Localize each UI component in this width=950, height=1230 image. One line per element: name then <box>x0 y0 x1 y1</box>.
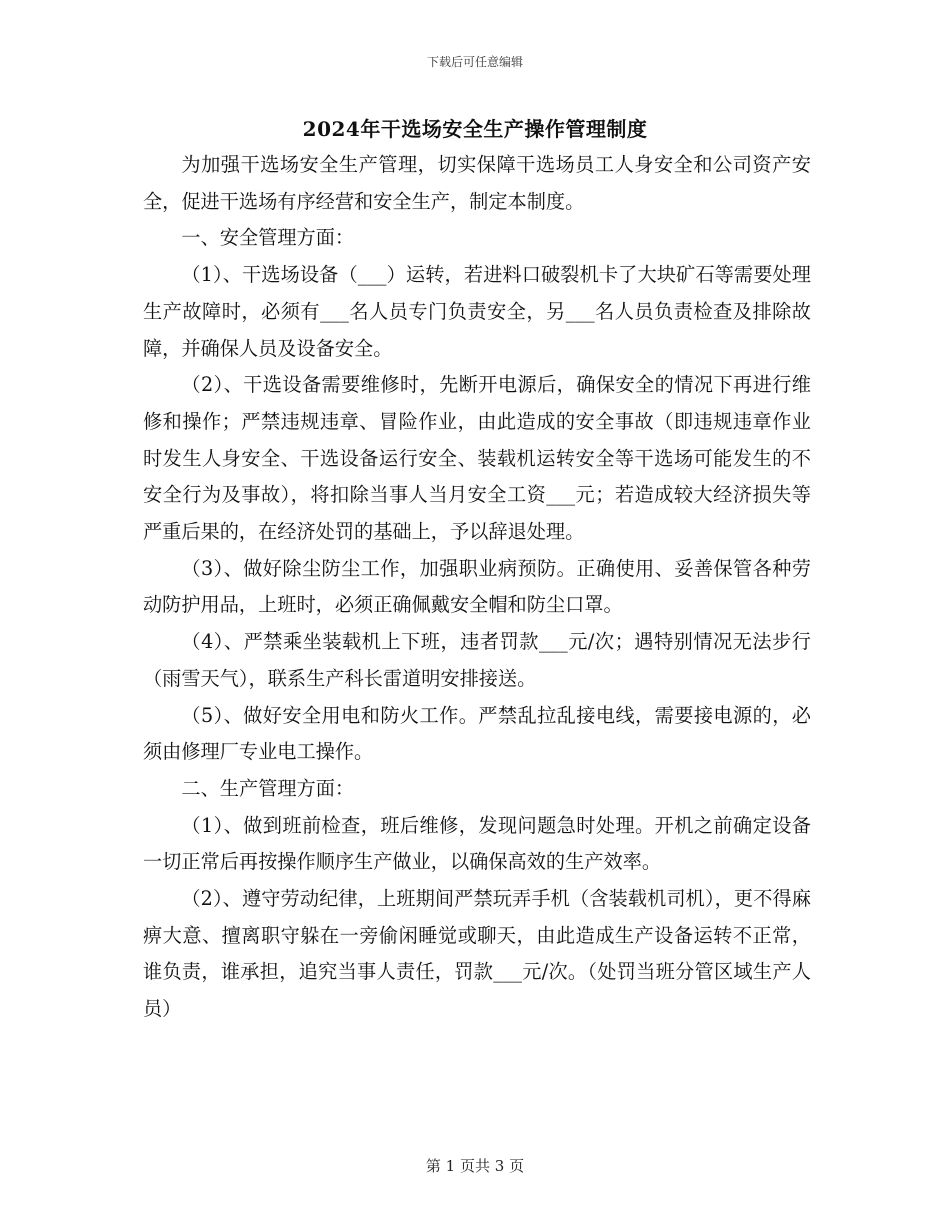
safety-item-5: （5）、做好安全用电和防火工作。严禁乱拉乱接电线，需要接电源的，必须由修理厂专业电工操作。 <box>143 703 811 764</box>
header-note: 下载后可任意编辑 <box>426 55 523 69</box>
production-item-2: （2）、遵守劳动纪律，上班期间严禁玩弄手机（含装载机司机），更不得麻痹大意、擅离职守躲在一旁偷闲睡觉或聊天，由此造成生产设备运转不正常，谁负责，谁承担，追究当事人责任，罚款___元/次。（处罚当班分管区域生产人员） <box>143 887 811 1021</box>
safety-item-3: （3）、做好除尘防尘工作，加强职业病预防。正确使用、妥善保管各种劳动防护用品，上班时，必须正确佩戴安全帽和防尘口罩。 <box>143 556 811 617</box>
document-body <box>143 147 811 1028</box>
safety-item-4: （4）、严禁乘坐装载机上下班，违者罚款___元/次；遇特别情况无法步行（雨雪天气），联系生产科长雷道明安排接送。 <box>143 630 811 690</box>
document-title: 2024年干选场安全生产操作管理制度 <box>302 117 648 141</box>
page-number: 第 1 页共 3 页 <box>425 1157 525 1175</box>
intro-paragraph: 为加强干选场安全生产管理，切实保障干选场员工人身安全和公司资产安全，促进干选场有序经营和安全生产，制定本制度。 <box>143 153 811 213</box>
safety-item-2: （2）、干选设备需要维修时，先断开电源后，确保安全的情况下再进行维修和操作；严禁违规违章、冒险作业，由此造成的安全事故（即违规违章作业时发生人身安全、干选设备运行安全、装载机运转安全等干选场可能发生的不安全行为及事故），将扣除当事人当月安全工资___元；若造成较大经济损失等严重后果的，在经济处罚的基础上，予以辞退处理。 <box>143 373 811 544</box>
production-item-1: （1）、做到班前检查，班后维修，发现问题急时处理。开机之前确定设备一切正常后再按操作顺序生产做业，以确保高效的生产效率。 <box>143 813 811 874</box>
section-heading-production: 二、生产管理方面： <box>181 776 355 800</box>
section-heading-safety: 一、安全管理方面： <box>181 226 355 250</box>
safety-item-1: （1）、干选场设备（___）运转，若进料口破裂机卡了大块矿石等需要处理生产故障时，必须有___名人员专门负责安全，另___名人员负责检查及排除故障，并确保人员及设备安全。 <box>143 263 811 360</box>
